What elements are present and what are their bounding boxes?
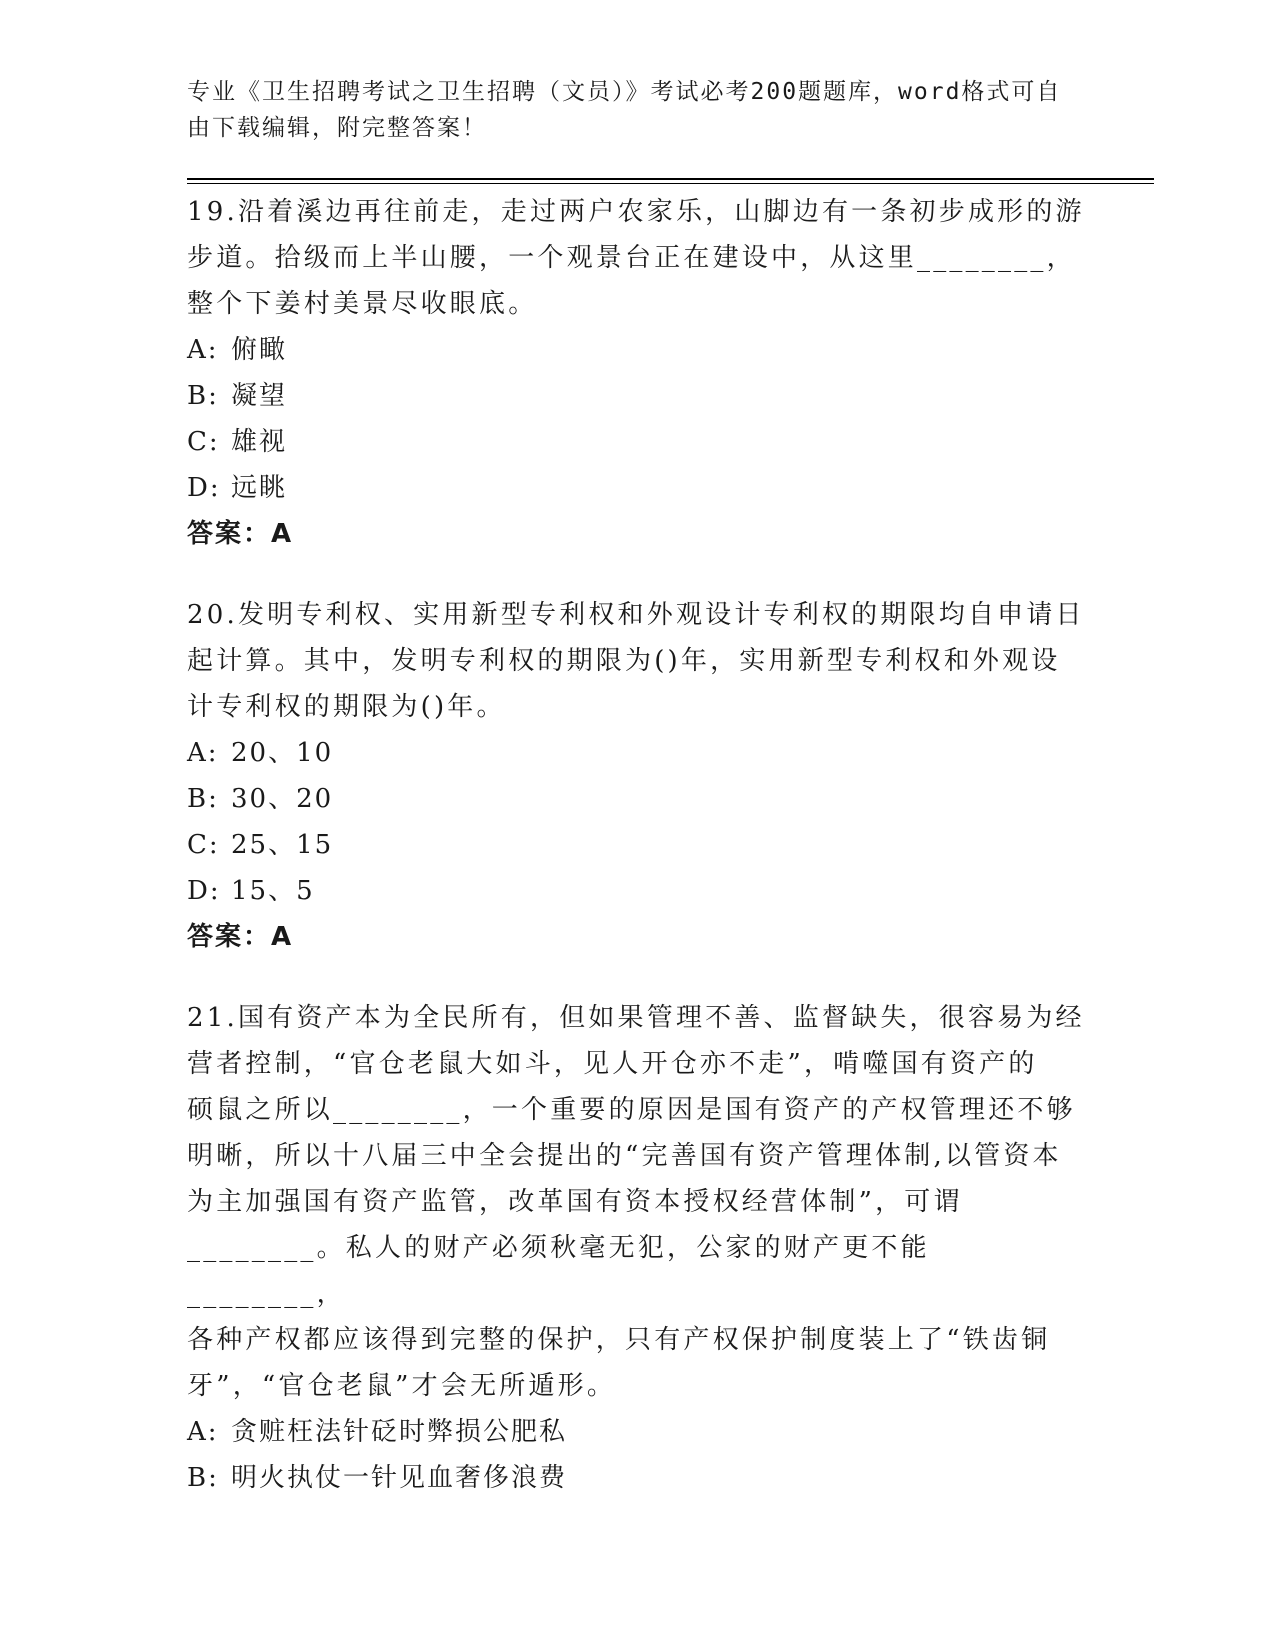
question-stem-line: 计专利权的期限为()年。 xyxy=(187,692,506,722)
header-line-1: 专业《卫生招聘考试之卫生招聘（文员）》考试必考200题题库，word格式可自 xyxy=(187,79,1062,105)
document-header xyxy=(187,74,1067,146)
option-b: B: 明火执仗一针见血奢侈浪费 xyxy=(187,1463,568,1493)
header-divider-thick xyxy=(187,178,1154,180)
question-stem-line: 明晰，所以十八届三中全会提出的“完善国有资产管理体制,以管资本 xyxy=(187,1141,1062,1171)
header-line-2: 由下载编辑，附完整答案！ xyxy=(187,115,487,141)
question-stem-line: 为主加强国有资产监管，改革国有资本授权经营体制”，可谓 xyxy=(187,1187,963,1217)
question-stem-line: 营者控制，“官仓老鼠大如斗，见人开仓亦不走”，啃噬国有资产的 xyxy=(187,1049,1038,1079)
question-stem-line: ________。私人的财产必须秋毫无犯，公家的财产更不能________， xyxy=(187,1233,930,1309)
question-stem-line: 硕鼠之所以________，一个重要的原因是国有资产的产权管理还不够 xyxy=(187,1095,1076,1125)
question-stem-line: 整个下姜村美景尽收眼底。 xyxy=(187,289,538,319)
question-21 xyxy=(187,995,1087,1501)
option-d: D: 远眺 xyxy=(187,473,288,503)
header-divider-thin xyxy=(187,183,1154,184)
option-a: A: 俯瞰 xyxy=(187,335,288,365)
answer-label: 答案：A xyxy=(187,922,294,952)
question-stem-line: 20.发明专利权、实用新型专利权和外观设计专利权的期限均自申请日 xyxy=(187,600,1085,630)
question-20 xyxy=(187,592,1087,960)
question-stem-line: 各种产权都应该得到完整的保护，只有产权保护制度装上了“铁齿铜 xyxy=(187,1325,1051,1355)
question-stem-line: 19.沿着溪边再往前走，走过两户农家乐，山脚边有一条初步成形的游 xyxy=(187,197,1085,227)
option-c: C: 25、15 xyxy=(187,830,334,860)
option-a: A: 20、10 xyxy=(187,738,334,768)
option-b: B: 30、20 xyxy=(187,784,334,814)
question-stem-line: 起计算。其中，发明专利权的期限为()年，实用新型专利权和外观设 xyxy=(187,646,1061,676)
option-d: D: 15、5 xyxy=(187,876,315,906)
answer-label: 答案：A xyxy=(187,519,294,549)
option-a: A: 贪赃枉法针砭时弊损公肥私 xyxy=(187,1417,568,1447)
option-b: B: 凝望 xyxy=(187,381,288,411)
question-stem-line: 21.国有资产本为全民所有，但如果管理不善、监督缺失，很容易为经 xyxy=(187,1003,1085,1033)
question-stem-line: 步道。拾级而上半山腰，一个观景台正在建设中，从这里________， xyxy=(187,243,1076,273)
question-19 xyxy=(187,189,1087,557)
option-c: C: 雄视 xyxy=(187,427,288,457)
question-stem-line: 牙”，“官仓老鼠”才会无所遁形。 xyxy=(187,1371,617,1401)
